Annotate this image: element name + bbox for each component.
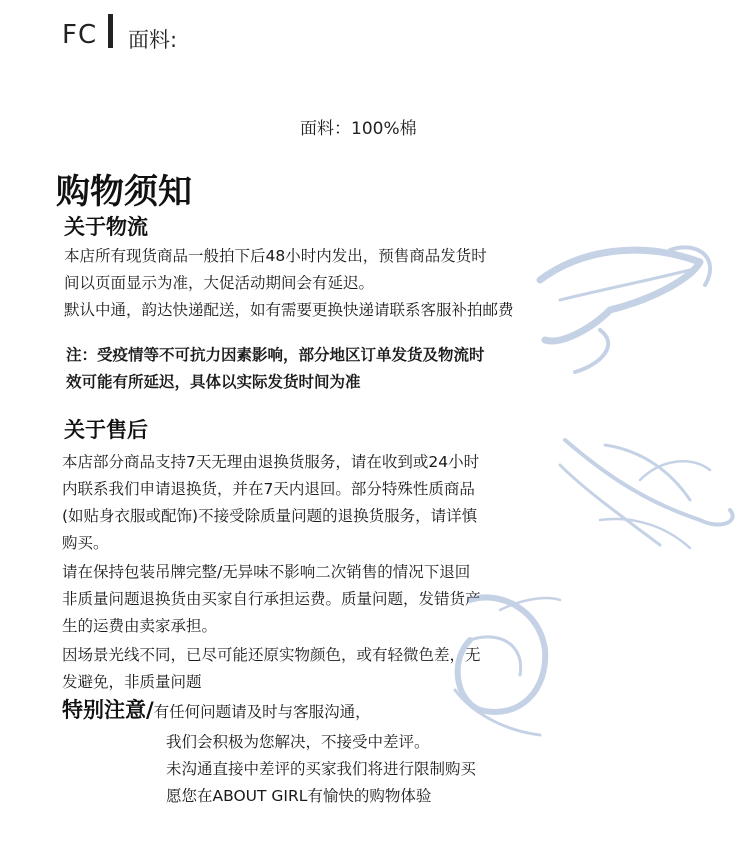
brand-divider-bar — [108, 14, 113, 48]
aftersale-heading: 关于售后 — [64, 418, 148, 442]
notice-title: 购物须知 — [56, 172, 192, 212]
aftersale-line-2: 内联系我们申请退换货，并在7天内退回。部分特殊性质商品 — [62, 480, 475, 498]
aftersale-line-7: 生的运费由卖家承担。 — [62, 617, 218, 635]
aftersale-line-4: 购买。 — [62, 534, 109, 552]
logistics-heading: 关于物流 — [64, 215, 148, 239]
brand-logo-text: FC — [62, 20, 98, 50]
logistics-line-3: 默认中通，韵达快递配送，如有需要更换快递请联系客服补拍邮费 — [64, 301, 514, 319]
special-notice-row — [62, 694, 371, 724]
aftersale-line-1: 本店部分商品支持7天无理由退换货服务，请在收到或24小时 — [62, 453, 480, 471]
logistics-line-1: 本店所有现货商品一般拍下后48小时内发出，预售商品发货时 — [64, 247, 487, 265]
aftersale-line-8: 因场景光线不同，已尽可能还原实物颜色，或有轻微色差，无 — [62, 646, 481, 664]
logistics-note-line-2: 效可能有所延迟，具体以实际发货时间为准 — [66, 373, 361, 391]
special-notice-line-4: 愿您在ABOUT GIRL有愉快的购物体验 — [166, 787, 432, 805]
special-notice-line-3: 未沟通直接中差评的买家我们将进行限制购买 — [166, 760, 477, 778]
special-notice-line-2: 我们会积极为您解决，不接受中差评。 — [166, 733, 430, 751]
fabric-label: 面料: — [128, 28, 178, 52]
special-notice-heading: 特别注意/ — [62, 698, 154, 722]
aftersale-line-6: 非质量问题退换货由买家自行承担运费。质量问题，发错货产 — [62, 590, 481, 608]
special-notice-line-1: 有任何问题请及时与客服沟通， — [153, 703, 371, 721]
aftersale-line-9: 发避免，非质量问题 — [62, 673, 202, 691]
aftersale-line-5: 请在保持包装吊牌完整/无异味不影响二次销售的情况下退回 — [62, 563, 471, 581]
fabric-value: 面料：100%棉 — [300, 119, 417, 139]
aftersale-line-3: (如贴身衣服或配饰)不接受除质量问题的退换货服务，请详慎 — [62, 507, 478, 525]
logistics-note-line-1: 注：受疫情等不可抗力因素影响，部分地区订单发货及物流时 — [66, 346, 485, 364]
logistics-line-2: 间以页面显示为准，大促活动期间会有延迟。 — [64, 274, 375, 292]
